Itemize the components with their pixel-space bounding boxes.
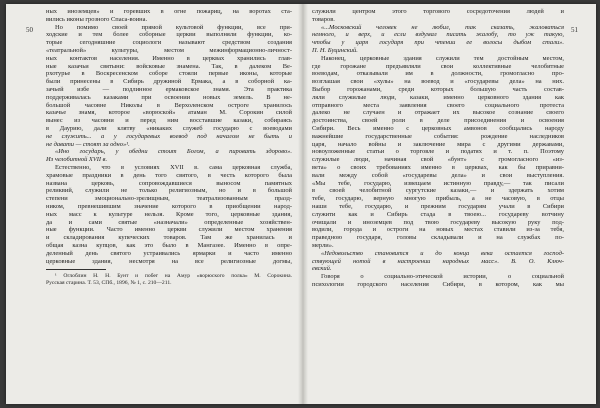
text-line: большой часовне Николы в Верхоленском остроге хранилось [46,101,292,109]
page-number-left: 50 [26,26,33,34]
footnote-line: ¹ Оглоблин Н. Н. Бунт и побег на Амур «ворюского полка» М. Сорокина. [55,273,292,280]
text-line: степени эмоционально-зрелищным, театрализованным празд- [46,195,292,203]
text-line: П. Н. Буцинский. [312,46,358,54]
text-line: Но помимо своей прямой культовой функции, все при- [55,23,292,31]
text-line: ных иноземцев» и горевших в огне пожариц, на воротах ста- [46,8,292,15]
text-line: служили центром этого торгового сосредоточения людей и [312,8,564,15]
text-line: немного, и верх, и если вздумал писать жалобу, то уж такую, [312,31,564,39]
text-line: рхотурье в Воскресенском соборе стояли первые иконы, которые [46,70,292,78]
text-line: ных контактов населения. Именно в церквах хранились глав- [46,54,292,62]
text-line: далеко не случаен и отражает их высокое сознание своего [312,109,564,117]
text-line: и складирования купеческих товаров. Там же хранилась и [46,234,292,242]
text-line: церковные здания, несмотря на все религиозные догмы, [46,257,292,265]
book-gutter [298,4,308,404]
left-page [46,8,292,286]
text-line: ником, превнешившим значение которого в приобщении народ- [46,202,292,210]
text-line: тебе, государю, верную многую прибыль, а не часовую, в отцы [312,195,564,203]
text-line: Из челобитной XVII в. [46,156,108,164]
text-line: возглашая свои «хулы» на воевод и «государевы дела» на них. [312,78,564,86]
text-line: Сибири. Весь именно с церковных амвонов сообщались народу [312,124,564,132]
text-line: товаров. [312,15,335,23]
text-line: поддерживалась казаками при освоении новых земель. В не- [46,93,292,101]
text-line: вились иконы грозного Спаса-воина. [46,15,148,23]
text-line: психологии городского населения Сибири, в котором, как мы [312,280,564,288]
text-line: мерли». [312,241,334,249]
text-line: наши тебе, государю, и прежним государям учали в Сибири [312,202,564,210]
text-line: очищали и иноземцев под твою государеву высокую руку под- [312,218,564,226]
text-line: ляли служилые люди, казаки, именно церковного здания как [312,93,564,101]
text-line: Естественно, что в условиях XVII в. сама церковная служба, [55,163,292,171]
text-line: Говоря о социально-этической истории, о социальной [321,273,564,281]
text-line: «Мы тебе, государю, извещаем истинную правду,— так писали [312,179,564,187]
text-line: ных масс к культуре нельзя. Кроме того, церковные здания, [46,210,292,218]
text-line: «...Московский человек не любил, так сказать, жаловаться [321,23,564,31]
text-line: новоуложенные статьи о торговле и податях и т. п. Поэтому [312,148,564,156]
text-line: Наконец, церковные здания служили тем достойным местом, [321,54,564,62]
text-line: ствующей нотой в настроении народных масс». В. О. Ключ- [312,257,564,265]
text-line: не давати — стоят за одно»¹. [46,140,130,148]
text-line: вынес из часовни и перед ним восставшие казаки, собираясь [46,117,292,125]
text-line: ходские и тем более соборные церкви выполняли функции, ко- [46,31,292,39]
text-line: «Ино государь, у обедни стоит Богом, а пировать здорово». [55,148,292,156]
text-line: реликвий, служили не только религиозным, но и в большой [46,187,292,195]
text-line: чтобы у царя государя при чтении ее волосы дыбом стали». [312,39,564,47]
text-line: Выбор горожанами, среди которых большую часть состав- [312,85,564,93]
text-line: ные казачьи святыни: войсковые знамена. Так, в далеком Ве- [46,62,292,70]
text-line: не служить... а у государевых воевод под началом не быть и [46,132,292,140]
text-line: вали между собой «государевы дела» и свои выступления. [312,171,564,179]
text-line: воеводам, отказывали им в должности, громогласно про- [312,70,564,78]
text-line: отправного места заявления своего социального протеста [312,101,564,109]
text-line: казачье знамя, которое «ворюской» атаман М. Сорокин силой [46,109,292,117]
text-line: были принесены в Сибирь дружиной Ермака, а в соборной ка- [46,78,292,86]
text-line: вета» о своих требованиях именно в церквах, как бы приравни- [312,163,564,171]
text-line: достоинства, своей роли в деле присоединения и освоения [312,117,564,125]
text-line: храмовые праздники в день того святого, в честь которого была [46,171,292,179]
text-line: где горожане предъявляли свои коллективные челобитные [312,62,564,70]
text-line: важнейшие государственные события: рождение наследников [312,132,564,140]
left-page-footnote [46,273,292,286]
text-line: служити как и Сибирь стада в твоею... государеву вотчину [312,210,564,218]
text-line: общая казна купцов, как это было в Мангазее. Именно в опре- [46,241,292,249]
text-line: служилые люди, начиная свой «бунт» с громогласного «из- [312,156,564,164]
text-line: водили, города и остроги на новых местах ставили из-за тебя, [312,226,564,234]
text-line: «театральной» культуры, местом межинформационно-личност- [46,46,292,54]
left-page-text [46,8,292,265]
text-line: зачьей избе — подлинное ермаковское знамя. Эта практика [46,85,292,93]
footnote-line: Русская старина. Т. 53, СПб., 1896, № 1, с. 210—211. [46,279,172,286]
text-line: праведною государя, головы складывали и на службах по- [312,234,564,242]
text-line: названа церковь, сопровождавшиеся выносом памятных [46,179,292,187]
text-line: «Недовольство становится и до конца века остается господ- [321,249,564,257]
text-line: торые сегодняшние социологи называют средством создания [46,39,292,47]
text-line: в Даурию, дали клятву «никаких служеб государю с воеводами [46,124,292,132]
right-page-text [312,8,564,289]
right-page [312,8,564,289]
text-line: царя, начало войны и заключение мира с другими державами, [312,140,564,148]
text-line: в своей челобитной сургутские казаки,— и здержать хотим [312,187,564,195]
text-line: евский. [312,265,332,273]
text-line: ные функции. Часто именно церкви служили местом хранения [46,226,292,234]
footnote-rule [46,269,106,270]
page-number-right: 51 [571,26,578,34]
text-line: да и сами святые «назначали» определенные хозяйствен- [46,218,292,226]
text-line: деленный день святого устраивались ярмарки и часто именно [46,249,292,257]
